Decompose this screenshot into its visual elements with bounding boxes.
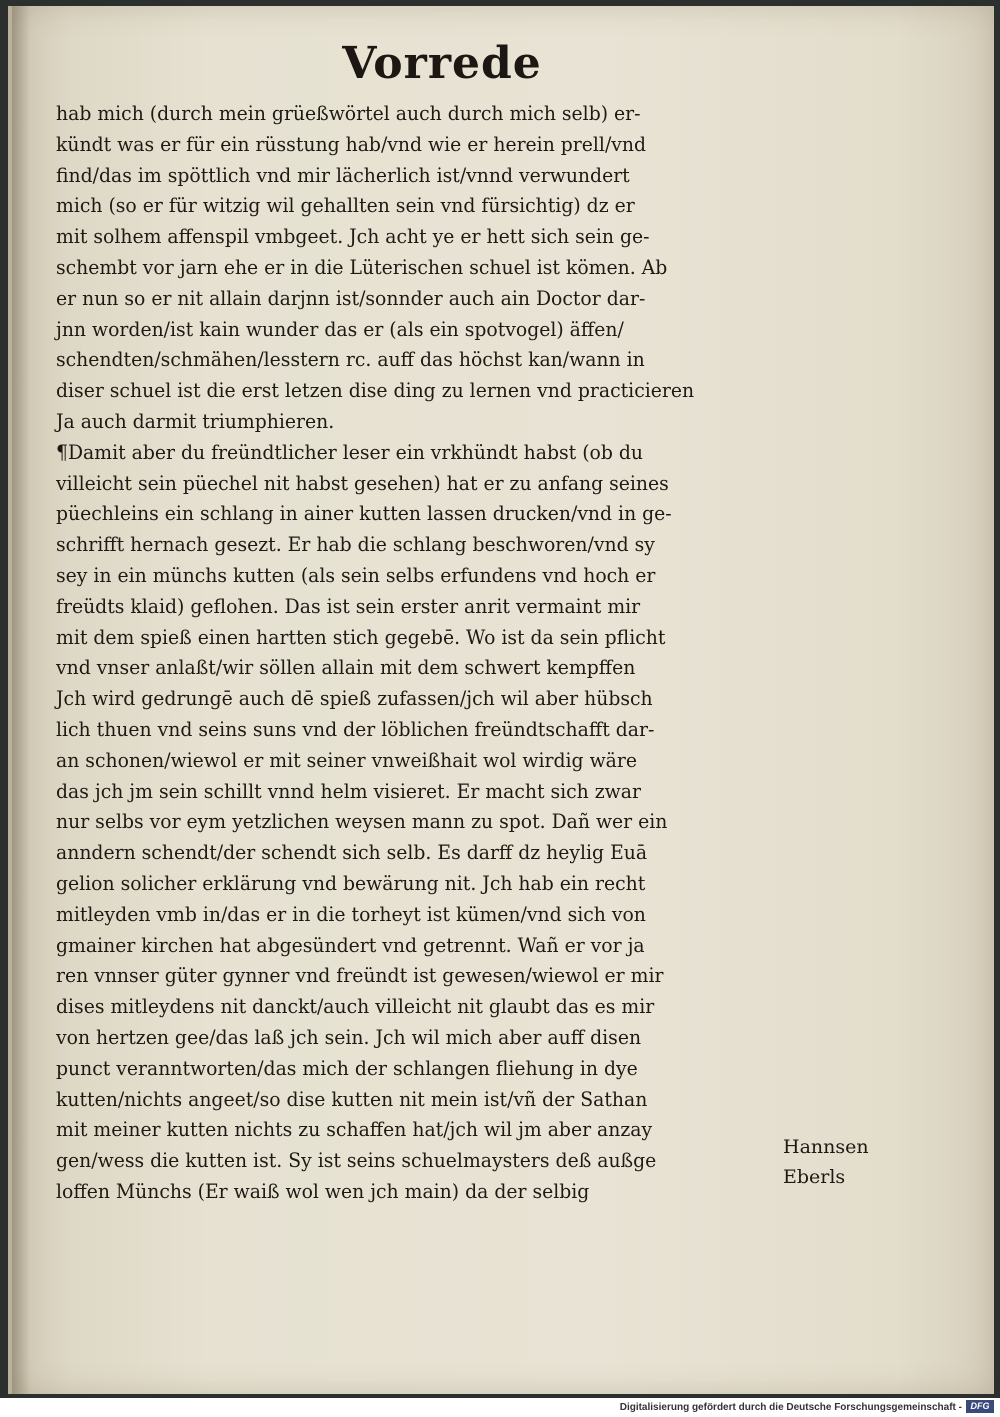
text-line: er nun so er nit allain darjnn ist/sonnder auch ain Doctor dar- <box>56 285 646 310</box>
text-line: Jch wird gedrungē auch dē spieß zufassen/jch wil aber hübsch <box>56 686 653 711</box>
margin-note-line: Eberls <box>783 1166 846 1188</box>
text-line: schrifft hernach gesezt. Er hab die schlang beschworen/vnd sy <box>56 532 655 557</box>
funding-credit: Digitalisierung gefördert durch die Deutsche Forschungsgemeinschaft - <box>619 1402 962 1413</box>
margin-note-line: Hannsen <box>783 1136 869 1158</box>
page-spine-shadow <box>12 6 30 1394</box>
text-line: Ja auch darmit triumphieren. <box>56 408 335 433</box>
text-line: hab mich (durch mein grüeßwörtel auch durch mich selb) er- <box>56 101 641 125</box>
text-line: mit solhem affenspil vmbgeet. Jch acht ye er hett sich sein ge- <box>56 224 650 249</box>
text-line: jnn worden/ist kain wunder das er (als ein spotvogel) äffen/ <box>56 316 624 341</box>
text-line: diser schuel ist die erst letzen dise ding zu lernen vnd practicieren <box>56 378 695 403</box>
text-line: schendten/schmähen/lesstern rc. auff das höchst kan/wann in <box>56 347 645 372</box>
text-line: find/das im spöttlich vnd mir lächerlich ist/vnnd verwundert <box>56 162 630 187</box>
text-line: nur selbs vor eym yetzlichen weysen mann zu spot. Dañ wer ein <box>56 809 668 834</box>
text-line: das jch jm sein schillt vnnd helm visieret. Er macht sich zwar <box>56 778 641 803</box>
text-line: schembt vor jarn ehe er in die Lüterischen schuel ist kömen. Ab <box>56 254 668 279</box>
text-line: mit dem spieß einen hartten stich gegebē. Wo ist da sein pflicht <box>56 624 666 649</box>
text-line: punct veranntworten/das mich der schlangen fliehung in dye <box>56 1055 638 1080</box>
text-line: kutten/nichts angeet/so dise kutten nit mein ist/vñ der Sathan <box>56 1086 648 1111</box>
text-line: gelion solicher erklärung vnd bewärung nit. Jch hab ein recht <box>56 870 646 895</box>
text-line: lich thuen vnd seins suns vnd der löblichen freündtschafft dar- <box>56 716 655 741</box>
text-line: mit meiner kutten nichts zu schaffen hat/jch wil jm aber anzay <box>56 1117 653 1142</box>
text-line: anndern schendt/der schendt sich selb. Es darff dz heylig Euā <box>56 840 648 865</box>
text-line: püechleins ein schlang in ainer kutten lassen drucken/vnd in ge- <box>56 501 672 526</box>
text-line: gmainer kirchen hat abgesündert vnd getrennt. Wañ er vor ja <box>56 932 645 957</box>
body-text <box>56 98 733 1207</box>
text-line: vnd vnser anlaßt/wir söllen allain mit dem schwert kempffen <box>56 655 636 680</box>
text-line: gen/wess die kutten ist. Sy ist seins schuelmaysters deß außge <box>56 1148 657 1173</box>
text-line: mich (so er für witzig wil gehallten sein vnd fürsichtig) dz er <box>56 193 635 218</box>
text-line: freüdts klaid) geflohen. Das ist sein erster anrit vermaint mir <box>56 593 641 618</box>
text-line: sey in ein münchs kutten (als sein selbs erfundens vnd hoch er <box>56 562 656 587</box>
margin-note <box>783 1132 869 1192</box>
text-line: von hertzen gee/das laß jch sein. Jch wil mich aber auff disen <box>56 1024 642 1049</box>
dfg-logo: DFG <box>966 1400 994 1413</box>
text-line: mitleyden vmb in/das er in die torheyt ist kümen/vnd sich von <box>56 901 646 926</box>
text-line: dises mitleydens nit danckt/auch villeicht nit glaubt das es mir <box>56 994 655 1019</box>
text-line: villeicht sein püechel nit habst gesehen) hat er zu anfang seines <box>56 470 669 495</box>
text-line: an schonen/wiewol er mit seiner vnweißhait wol wirdig wäre <box>56 747 637 772</box>
text-line: ¶Damit aber du freündtlicher leser ein vrkhündt habst (ob du <box>56 439 644 464</box>
text-line: kündt was er für ein rüsstung hab/vnd wie er herein prell/vnd <box>56 131 647 156</box>
page-heading: Vorrede <box>342 38 542 89</box>
text-line: loffen Münchs (Er waiß wol wen jch main) da der selbig <box>56 1178 590 1203</box>
text-line: ren vnnser güter gynner vnd freündt ist gewesen/wiewol er mir <box>56 963 664 988</box>
